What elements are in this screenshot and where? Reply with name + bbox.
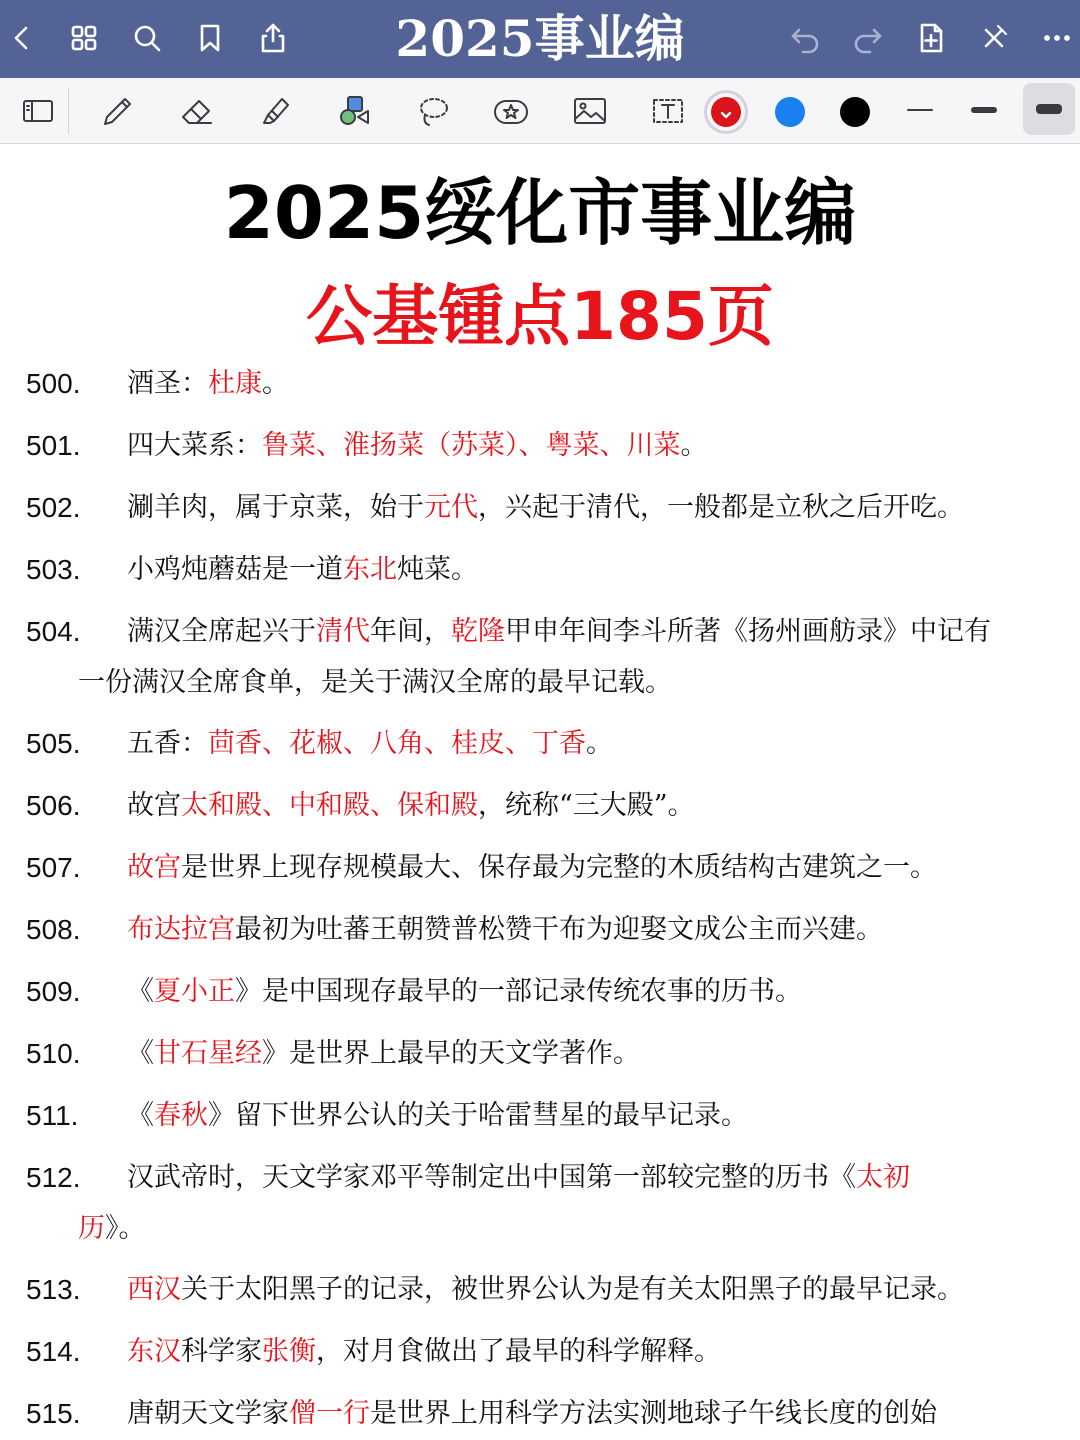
entry-number: 501. [26, 430, 81, 461]
entry-text-segment: 。 [586, 728, 613, 759]
entry-number: 506. [26, 790, 81, 821]
entry-text-segment: 科学家 [181, 1336, 262, 1367]
entry-text [127, 1156, 1047, 1200]
entry-number: 500. [26, 368, 81, 399]
redo-icon[interactable] [850, 20, 886, 56]
entry-text-segment: 唐朝天文学家 [127, 1398, 289, 1429]
top-navigation-bar [0, 0, 1080, 78]
toolbar-divider [68, 88, 69, 134]
list-item [0, 548, 1080, 610]
list-item [0, 1094, 1080, 1156]
entry-text-segment: 最初为吐蕃王朝赞普松赞干布为迎娶文成公主而兴建。 [235, 914, 883, 945]
highlighted-answer: 杜康 [208, 368, 262, 399]
entry-text-segment: 》是世界上最早的天文学著作。 [262, 1038, 640, 1069]
highlighted-answer: 甘石星经 [154, 1038, 262, 1069]
entry-text-segment: 故宫 [127, 790, 181, 821]
entry-text-segment: 满汉全席起兴于 [127, 616, 316, 647]
chevron-down-icon [720, 106, 732, 118]
entry-number: 514. [26, 1336, 81, 1367]
list-item [0, 784, 1080, 846]
highlighted-answer: 春秋 [154, 1100, 208, 1131]
list-item [0, 486, 1080, 548]
entry-text-segment: 》。 [105, 1213, 146, 1244]
sidebar-toggle-icon[interactable] [14, 87, 62, 135]
entry-text-segment: ，统称“三大殿”。 [478, 790, 695, 821]
entry-text [127, 1330, 1047, 1374]
highlighted-answer: 太和殿、中和殿、保和殿 [181, 790, 478, 821]
more-icon[interactable] [1039, 20, 1075, 56]
list-item [0, 610, 1080, 722]
pen-icon[interactable] [93, 87, 141, 135]
entry-text [127, 1032, 1047, 1076]
list-item [0, 1392, 1080, 1440]
entry-number: 505. [26, 728, 81, 759]
entry-text-segment: 。 [680, 430, 708, 461]
entry-text [127, 784, 1047, 828]
highlighted-answer: 布达拉宫 [127, 914, 235, 945]
highlighted-answer: 历 [78, 1213, 105, 1244]
entry-text [127, 486, 1047, 530]
entry-text [127, 610, 1047, 654]
highlighted-answer: 东北 [343, 554, 397, 585]
entry-text-segment: 》是中国现存最早的一部记录传统农事的历书。 [235, 976, 802, 1007]
entry-text [127, 362, 1047, 406]
entry-text-segment: 炖菜。 [397, 554, 478, 585]
list-item [0, 970, 1080, 1032]
text-box-icon[interactable] [644, 87, 692, 135]
back-icon[interactable] [4, 20, 40, 56]
page-heading: 2025绥化市事业编 [223, 171, 857, 255]
stroke-size-thick[interactable] [1036, 104, 1062, 114]
entry-number: 509. [26, 976, 81, 1007]
color-swatch-red[interactable] [711, 97, 741, 127]
grid-icon[interactable] [66, 20, 102, 56]
entry-number: 511. [26, 1100, 79, 1131]
list-item [0, 1268, 1080, 1330]
lasso-icon[interactable] [409, 87, 457, 135]
entry-number: 503. [26, 554, 81, 585]
entry-text-segment: 一份满汉全席食单，是关于满汉全席的最早记载。 [78, 667, 672, 698]
entry-text-segment: 关于太阳黑子的记录，被世界公认为是有关太阳黑子的最早记录。 [181, 1274, 964, 1305]
image-icon[interactable] [566, 87, 614, 135]
close-icon[interactable] [976, 20, 1012, 56]
list-item [0, 846, 1080, 908]
entry-number: 504. [26, 616, 81, 647]
entry-text-segment: 《 [127, 1038, 154, 1069]
list-item [0, 722, 1080, 784]
highlighted-answer: 张衡 [262, 1336, 316, 1367]
highlighted-answer: 鲁菜、淮扬菜（苏菜）、粤菜、川菜 [262, 430, 681, 461]
entry-text-segment: ，对月食做出了最早的科学解释。 [316, 1336, 721, 1367]
entry-text [127, 1392, 1047, 1436]
document-title: 2025事业编 [395, 9, 685, 68]
entry-text-continuation [78, 1207, 1038, 1251]
entry-text-segment: 四大菜系： [127, 430, 262, 461]
sticker-icon[interactable] [487, 87, 535, 135]
search-icon[interactable] [129, 20, 165, 56]
entry-text-segment: 酒圣： [127, 368, 208, 399]
annotation-toolbar [0, 78, 1080, 144]
stroke-size-thin[interactable] [907, 109, 933, 111]
entry-text-segment: 年间， [370, 616, 451, 647]
entry-text-segment: 是世界上用科学方法实测地球子午线长度的创始 [370, 1398, 937, 1429]
entry-text [127, 424, 1047, 468]
list-item [0, 1032, 1080, 1094]
entry-text-segment: ，兴起于清代，一般都是立秋之后开吃。 [478, 492, 964, 523]
list-item [0, 362, 1080, 424]
entry-number: 513. [26, 1274, 81, 1305]
list-item [0, 908, 1080, 970]
entry-number: 507. [26, 852, 81, 883]
entry-text [127, 970, 1047, 1014]
highlighted-answer: 元代 [424, 492, 478, 523]
page-subheading: 公基锺点185页 [306, 278, 774, 355]
entry-text-segment: 。 [262, 368, 289, 399]
highlighted-answer: 乾隆 [451, 616, 505, 647]
entry-text-segment: 是世界上现存规模最大、保存最为完整的木质结构古建筑之一。 [181, 852, 937, 883]
entry-text [127, 908, 1047, 952]
highlighted-answer: 西汉 [127, 1274, 181, 1305]
highlighted-answer: 僧一行 [289, 1398, 370, 1429]
highlighter-icon[interactable] [252, 87, 300, 135]
list-item [0, 1156, 1080, 1268]
entry-text [127, 722, 1047, 766]
entry-number: 512. [26, 1162, 81, 1193]
entry-text-segment: 》留下世界公认的关于哈雷彗星的最早记录。 [208, 1100, 748, 1131]
entry-number: 515. [26, 1398, 81, 1429]
color-swatch-black[interactable] [840, 97, 870, 127]
highlighted-answer: 东汉 [127, 1336, 181, 1367]
add-page-icon[interactable] [913, 20, 949, 56]
share-icon[interactable] [255, 20, 291, 56]
highlighted-answer: 太初 [856, 1162, 910, 1193]
entry-text-continuation [78, 661, 1038, 705]
entry-number: 502. [26, 492, 81, 523]
entry-number: 510. [26, 1038, 81, 1069]
color-swatch-blue[interactable] [775, 97, 805, 127]
bookmark-icon[interactable] [192, 20, 228, 56]
list-item [0, 1330, 1080, 1392]
entry-text [127, 1268, 1047, 1312]
entry-list [0, 362, 1080, 1440]
highlighted-answer: 夏小正 [154, 976, 235, 1007]
entry-text [127, 1094, 1047, 1138]
stroke-size-medium[interactable] [971, 107, 997, 113]
entry-text-segment: 《 [127, 976, 154, 1007]
list-item [0, 424, 1080, 486]
eraser-icon[interactable] [173, 87, 221, 135]
entry-text-segment: 涮羊肉，属于京菜，始于 [127, 492, 424, 523]
entry-text-segment: 小鸡炖蘑菇是一道 [127, 554, 343, 585]
entry-text [127, 846, 1047, 890]
entry-text-segment: 汉武帝时，天文学家邓平等制定出中国第一部较完整的历书《 [127, 1162, 856, 1193]
entry-text-segment: 《 [127, 1100, 154, 1131]
entry-number: 508. [26, 914, 81, 945]
entry-text-segment: 五香： [127, 728, 208, 759]
highlighted-answer: 茴香、花椒、八角、桂皮、丁香 [208, 728, 586, 759]
highlighted-answer: 清代 [316, 616, 370, 647]
shapes-icon[interactable] [330, 87, 378, 135]
entry-text [127, 548, 1047, 592]
undo-icon[interactable] [787, 20, 823, 56]
entry-text-segment: 甲申年间李斗所著《扬州画舫录》中记有 [505, 616, 991, 647]
highlighted-answer: 故宫 [127, 852, 181, 883]
